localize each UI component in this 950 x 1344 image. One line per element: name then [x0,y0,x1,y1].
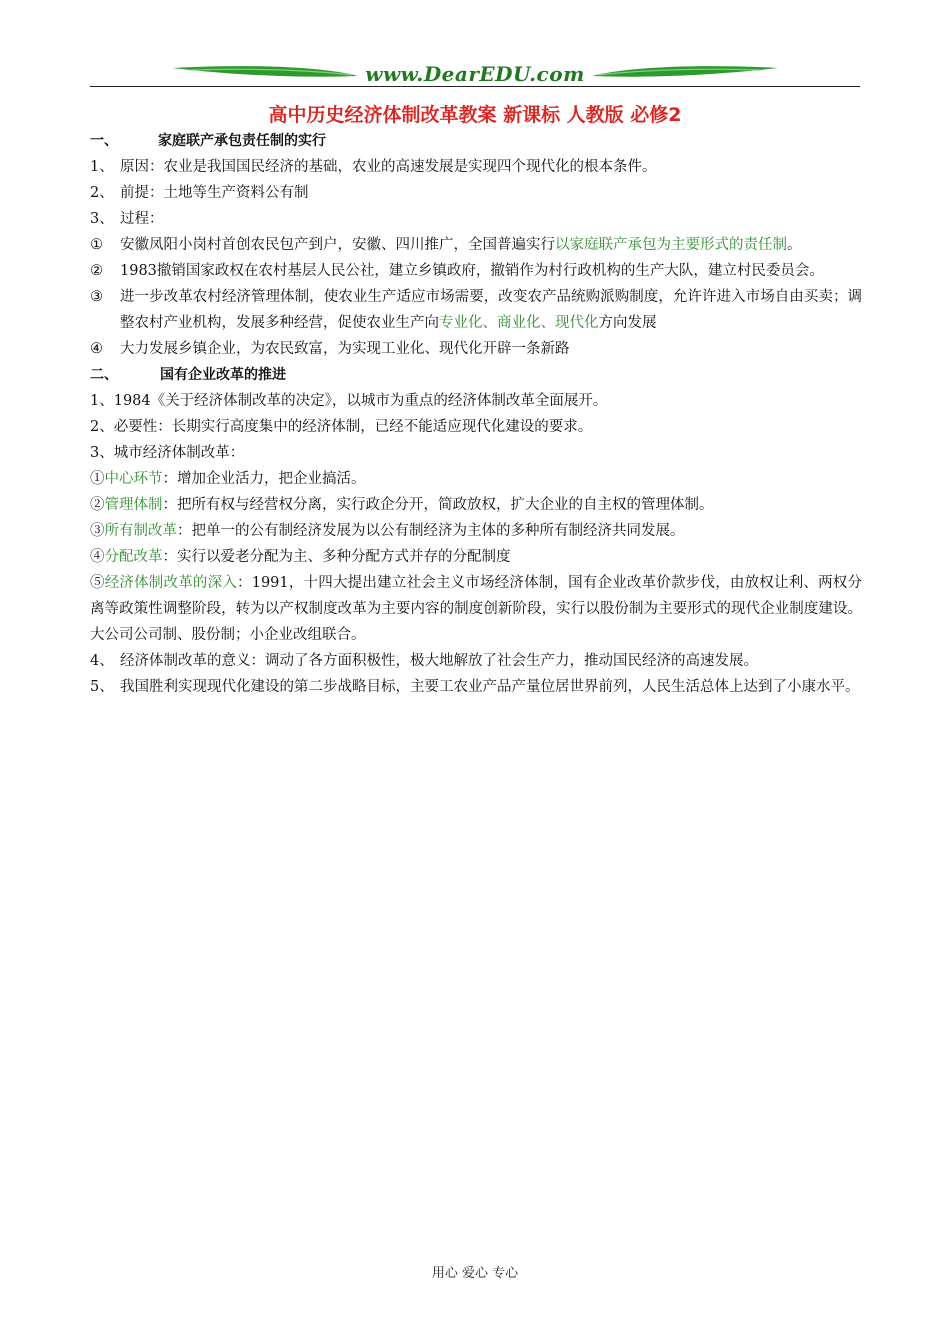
highlight-text: 管理体制 [104,497,163,513]
highlight-text: 所有制改革 [104,523,177,539]
list-item [90,284,862,336]
list-marker: ④ [90,341,103,357]
list-text: 过程： [120,211,164,227]
list-text: 大力发展乡镇企业，为农民致富，为实现工业化、现代化开辟一条新路 [120,341,570,357]
list-item: 1、1984《关于经济体制改革的决定》，以城市为重点的经济体制改革全面展开。 [90,393,608,409]
list-item [90,232,862,258]
list-text: ：1991，十四大提出建立社会主义市场经济体制，国有企业改革价款步伐，由放权让利、两权分离等政策性调整阶段，转为以产权制度改革为主要内容的制度创新阶段，实行以股份制为主要形式的现代企业制度建设。大公司公司制、股份制；小企业改组联合。 [90,575,863,643]
list-marker: ② [90,263,103,279]
list-marker: ① [90,237,103,253]
list-marker: ⑤ [90,575,105,591]
list-text: 原因：农业是我国国民经济的基础，农业的高速发展是实现四个现代化的根本条件。 [120,159,657,175]
list-text: 进一步改革农村经济管理体制，使农业生产适应市场需要，改变农产品统购派购制度，允许许进入市场自由买卖；调整农村产业机构，发展多种经营，促使农业生产向 [120,289,862,331]
list-text: ：增加企业活力，把企业搞活。 [162,471,366,487]
highlight-text: 分配改革 [104,549,163,565]
section-heading-2 [90,362,862,388]
list-marker: ③ [90,523,105,539]
list-item [90,466,862,492]
list-text: 经济体制改革的意义：调动了各方面积极性，极大地解放了社会生产力，推动国民经济的高速发展。 [120,653,758,669]
list-text: 前提：土地等生产资料公有制 [120,185,309,201]
highlight-text: 中心环节 [104,471,163,487]
list-marker: 4、 [90,653,114,669]
list-marker: 1、 [90,159,114,175]
list-marker: ④ [90,549,105,565]
list-marker: 2、 [90,185,114,201]
list-item [90,518,862,544]
section-title: 家庭联产承包责任制的实行 [158,133,326,149]
list-marker: ② [90,497,105,513]
list-text: ：把单一的公有制经济发展为以公有制经济为主体的多种所有制经济共同发展。 [177,523,685,539]
list-text: 方向发展 [598,315,657,331]
list-text: 安徽凤阳小岗村首创农民包产到户，安徽、四川推广，全国普遍实行 [120,237,555,253]
list-text: 我国胜利实现现代化建设的第二步战略目标，主要工农业产品产量位居世界前列，人民生活总体上达到了小康水平。 [120,679,860,695]
highlight-text: 以家庭联产承包为主要形式的责任制 [555,237,787,253]
section-heading-1 [90,128,862,154]
document-body [90,128,862,700]
section-number: 二、 [90,367,118,383]
header-divider [90,86,860,87]
list-item [90,258,862,284]
list-text: 。 [787,237,802,253]
list-item [90,648,862,674]
list-marker: ③ [90,289,103,305]
list-item [90,206,862,232]
site-logo[interactable]: www.DearEDU.com [365,62,585,86]
site-header [90,56,860,90]
highlight-text: 经济体制改革的深入 [104,575,238,591]
list-marker: 3、 [90,211,114,227]
section-number: 一、 [90,133,118,149]
list-text: 1983撤销国家政权在农村基层人民公社，建立乡镇政府，撤销作为村行政机构的生产大队，建立村民委员会。 [120,263,824,279]
page-title: 高中历史经济体制改革教案 新课标 人教版 必修2 [268,104,682,126]
list-item: 2、必要性：长期实行高度集中的经济体制，已经不能适应现代化建设的要求。 [90,419,593,435]
list-marker: ① [90,471,105,487]
highlight-text: 专业化、商业化、现代化 [439,315,599,331]
list-item [90,492,862,518]
list-item [90,154,862,180]
list-text: ：把所有权与经营权分离，实行政企分开，简政放权，扩大企业的自主权的管理体制。 [162,497,714,513]
list-item [90,570,862,648]
list-item [90,180,862,206]
list-item [90,336,862,362]
section-title: 国有企业改革的推进 [160,367,286,383]
list-item [90,674,862,700]
list-item [90,544,862,570]
list-text: ：实行以爱老分配为主、多种分配方式并存的分配制度 [162,549,511,565]
page-footer: 用心 爱心 专心 [431,1266,519,1281]
list-marker: 5、 [90,679,114,695]
list-item: 3、城市经济体制改革： [90,445,245,461]
